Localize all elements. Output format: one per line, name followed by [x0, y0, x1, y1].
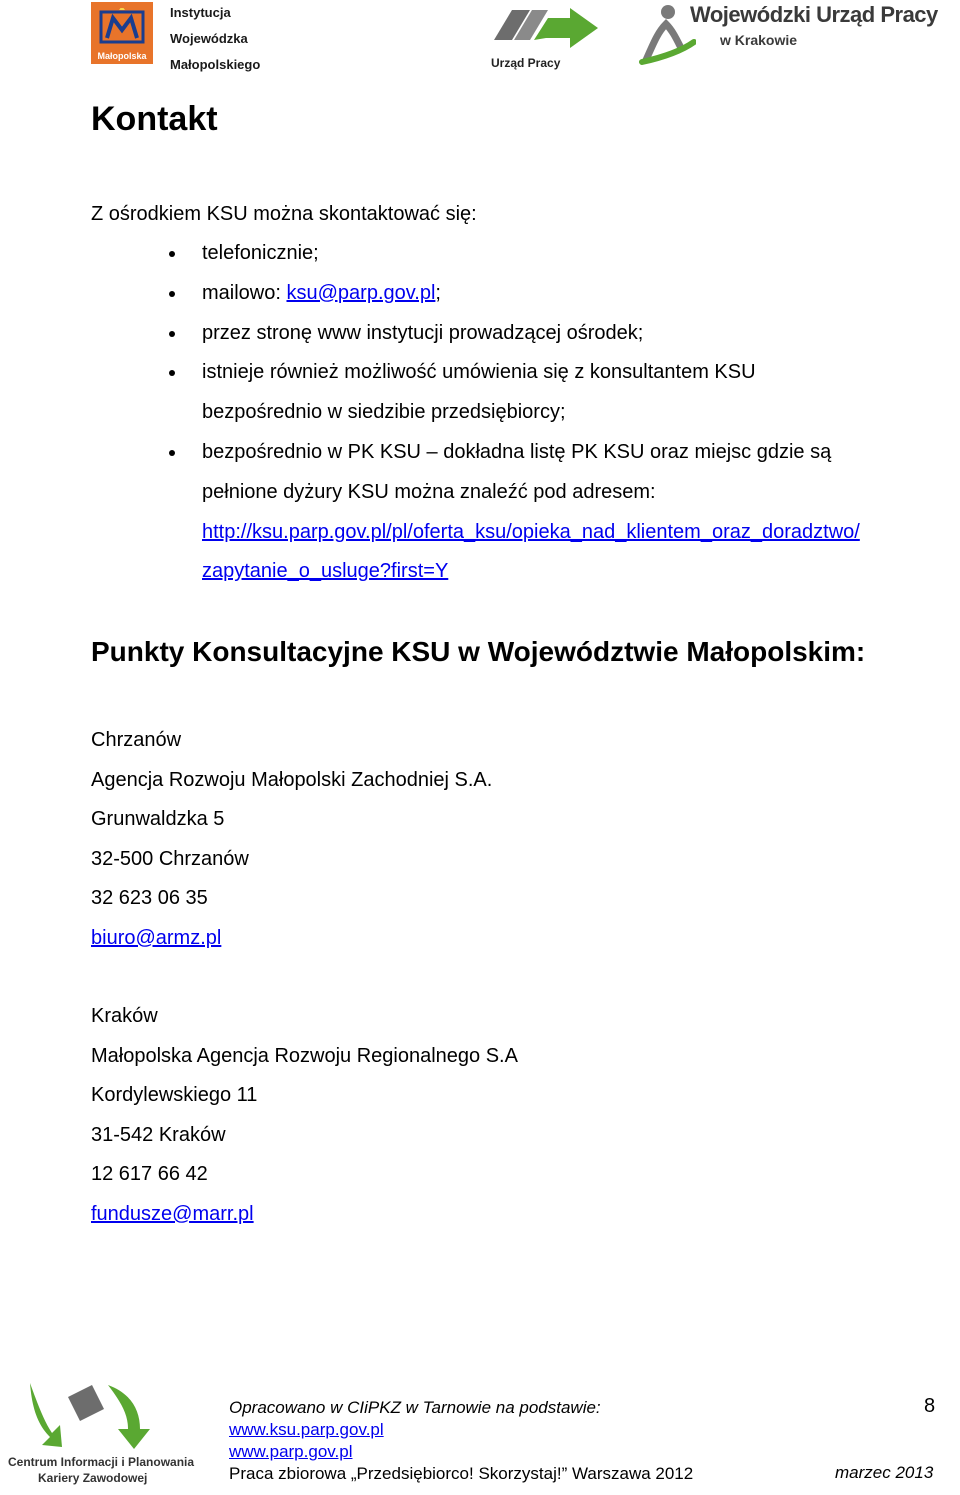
- office-city: Kraków: [91, 1005, 158, 1027]
- list-item: mailowo: ksu@parp.gov.pl;: [160, 274, 960, 314]
- footer-source: [229, 1397, 693, 1485]
- section-title: Punkty Konsultacyjne KSU w Województwie Małopolskim:: [91, 636, 866, 667]
- contact-methods-list: [160, 234, 960, 592]
- office-chrzanow: [91, 721, 492, 959]
- office-name: Małopolska Agencja Rozwoju Regionalnego S.A: [91, 1044, 518, 1067]
- office-email-link[interactable]: biuro@armz.pl: [91, 926, 222, 949]
- list-item: przez stronę www instytucji prowadzącej ośrodek;: [160, 314, 960, 354]
- list-item: istnieje również możliwość umówienia się z konsultantem KSU bezpośrednio w siedzibie przedsiębiorcy;: [160, 353, 960, 433]
- list-item: bezpośrednio w PK KSU – dokładna listę PK KSU oraz miejsc gdzie są pełnione dyżury KSU można znaleźć pod adresem: http://ksu.parp.gov.pl/pl/oferta_ksu/opieka_nad_klientem_oraz_doradztwo/ zapytanie_o_usluge?first=Y: [160, 433, 960, 592]
- office-phone: 32 623 06 35: [91, 887, 208, 910]
- list-item: telefonicznie;: [160, 234, 960, 274]
- page-title: Kontakt: [91, 100, 218, 138]
- pk-ksu-url-link-continued[interactable]: zapytanie_o_usluge?first=Y: [202, 560, 449, 583]
- cipkz-logo-text: Centrum Informacji i Planowania Kariery Zawodowej: [8, 1455, 195, 1485]
- footer-link-ksu[interactable]: www.ksu.parp.gov.pl: [229, 1420, 384, 1439]
- office-street: Grunwaldzka 5: [91, 808, 225, 831]
- pk-ksu-url-link[interactable]: http://ksu.parp.gov.pl/pl/oferta_ksu/opieka_nad_klientem_oraz_doradztwo/: [202, 520, 860, 543]
- malopolska-logo-caption: Małopolska: [97, 51, 147, 61]
- wup-subtitle: w Krakowie: [720, 32, 798, 48]
- intro-text: Z ośrodkiem KSU można skontaktować się:: [91, 203, 477, 225]
- office-krakow: [91, 997, 518, 1235]
- wup-logo: [636, 2, 696, 66]
- wup-runner-icon: [636, 2, 696, 66]
- footer-date: marzec 2013: [835, 1463, 934, 1482]
- urzad-pracy-logo: [490, 2, 602, 70]
- footer-source-label: Opracowano w CIiPKZ w Tarnowie na podstawie:: [229, 1398, 601, 1417]
- urzad-pracy-arrows-icon: [490, 2, 602, 54]
- malopolska-logo: [91, 2, 153, 64]
- institution-label: Instytucja Wojewódzka Małopolskiego: [170, 5, 261, 72]
- wup-title: Wojewódzki Urząd Pracy: [690, 2, 938, 27]
- office-street: Kordylewskiego 11: [91, 1084, 258, 1107]
- cipkz-arrows-icon: [8, 1375, 178, 1455]
- office-phone: 12 617 66 42: [91, 1163, 208, 1186]
- footer-link-parp[interactable]: www.parp.gov.pl: [229, 1442, 353, 1461]
- ksu-email-link[interactable]: ksu@parp.gov.pl: [286, 281, 436, 304]
- page-number: 8: [924, 1395, 936, 1417]
- office-postal: 32-500 Chrzanów: [91, 847, 249, 870]
- office-email-link[interactable]: fundusze@marr.pl: [91, 1202, 254, 1225]
- footer-publication: Praca zbiorowa „Przedsiębiorco! Skorzystaj!” Warszawa 2012: [229, 1464, 694, 1483]
- office-name: Agencja Rozwoju Małopolski Zachodniej S.A.: [91, 768, 493, 791]
- office-city: Chrzanów: [91, 729, 182, 751]
- malopolska-emblem-icon: [99, 8, 145, 44]
- office-postal: 31-542 Kraków: [91, 1123, 226, 1146]
- urzad-pracy-label: Urząd Pracy: [491, 56, 561, 70]
